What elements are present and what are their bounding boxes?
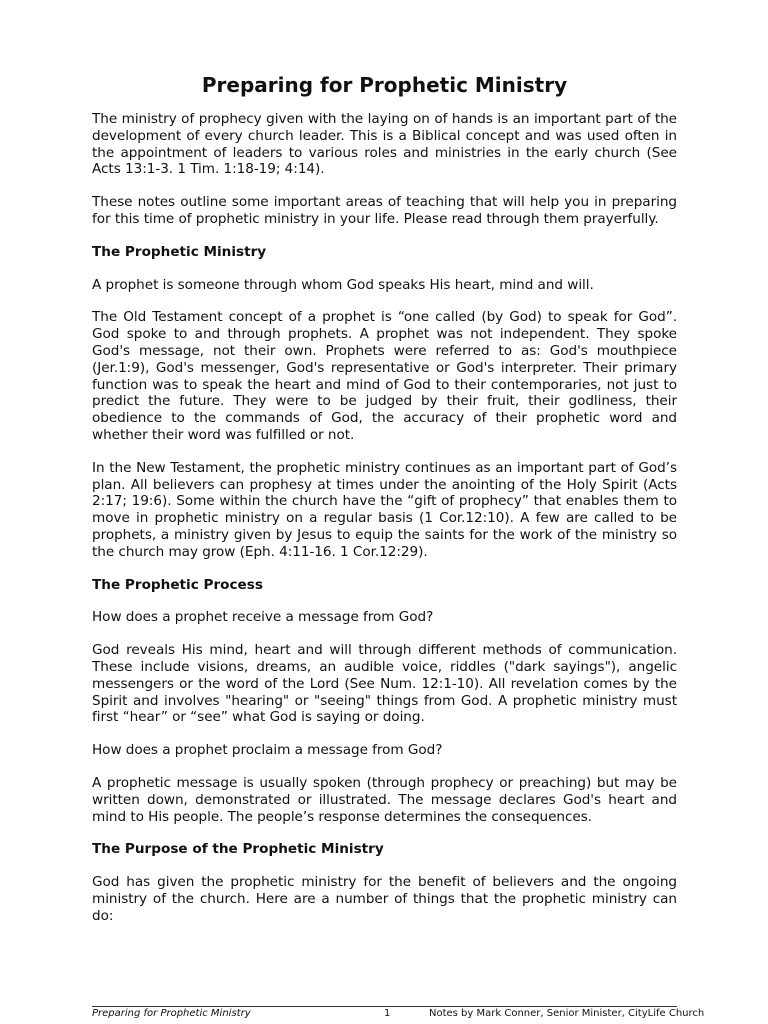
document-title: Preparing for Prophetic Ministry: [201, 73, 568, 97]
document-body: [92, 111, 677, 940]
footer-divider: [92, 1006, 677, 1007]
section-heading-prophetic-ministry: The Prophetic Ministry: [92, 243, 267, 260]
prophetic-process-paragraph-2: A prophetic message is usually spoken (through prophecy or preaching) but may be written down, demonstrated or illustrated. The message declares God's heart and mind to His people. The people’s response determines the consequences.: [92, 774, 677, 825]
intro-paragraph-1: The ministry of prophecy given with the laying on of hands is an important part of the development of every church leader. This is a Biblical concept and was used often in the appointment of leaders to various roles and ministries in the early church (See Acts 13:1-3. 1 Tim. 1:18-19; 4:14).: [92, 111, 677, 178]
prophetic-process-question-1: How does a prophet receive a message from God?: [92, 609, 434, 626]
intro-paragraph-2: These notes outline some important areas of teaching that will help you in preparing for this time of prophetic ministry in your life. Please read through them prayerfully.: [92, 194, 677, 227]
section-heading-purpose: The Purpose of the Prophetic Ministry: [92, 841, 384, 858]
footer-author-notes: Notes by Mark Conner, Senior Minister, CityLife Church: [429, 1008, 705, 1019]
prophetic-process-paragraph-1: God reveals His mind, heart and will through different methods of communication. These include visions, dreams, an audible voice, riddles ("dark sayings"), angelic messengers or the word of the Lord (See Num. 12:1-10). All revelation comes by the Spirit and involves "hearing" or "seeing" things from God. A prophetic ministry must first “hear” or “see” what God is saying or doing.: [92, 642, 677, 726]
prophetic-ministry-paragraph-2: The Old Testament concept of a prophet is “one called (by God) to speak for God”. God spoke to and through prophets. A prophet was not independent. They spoke God's message, not their own. Prophets were referred to as: God's mouthpiece (Jer.1:9), God's messenger, God's representative or God's interpreter. Their primary function was to speak the heart and mind of God to their contemporaries, not just to predict the future. They were to be judged by their fruit, their godliness, their obedience to the commands of God, the accuracy of their prophetic word and whether their word was fulfilled or not.: [92, 309, 677, 443]
prophetic-ministry-paragraph-3: In the New Testament, the prophetic ministry continues as an important part of God’s plan. All believers can prophesy at times under the anointing of the Holy Spirit (Acts 2:17; 19:6). Some within the church have the “gift of prophecy” that enables them to move in prophetic ministry on a regular basis (1 Cor.12:10). A few are called to be prophets, a ministry given by Jesus to equip the saints for the work of the ministry so the church may grow (Eph. 4:11-16. 1 Cor.12:29).: [92, 459, 677, 560]
prophetic-ministry-paragraph-1: A prophet is someone through whom God speaks His heart, mind and will.: [92, 276, 594, 293]
footer-page-number: 1: [384, 1008, 391, 1019]
footer-document-title: Preparing for Prophetic Ministry: [92, 1008, 251, 1019]
prophetic-process-question-2: How does a prophet proclaim a message from God?: [92, 742, 443, 759]
purpose-paragraph-1: God has given the prophetic ministry for the benefit of believers and the ongoing ministry of the church. Here are a number of things that the prophetic ministry can do:: [92, 874, 677, 924]
section-heading-prophetic-process: The Prophetic Process: [92, 576, 263, 593]
document-page: [92, 0, 705, 1024]
